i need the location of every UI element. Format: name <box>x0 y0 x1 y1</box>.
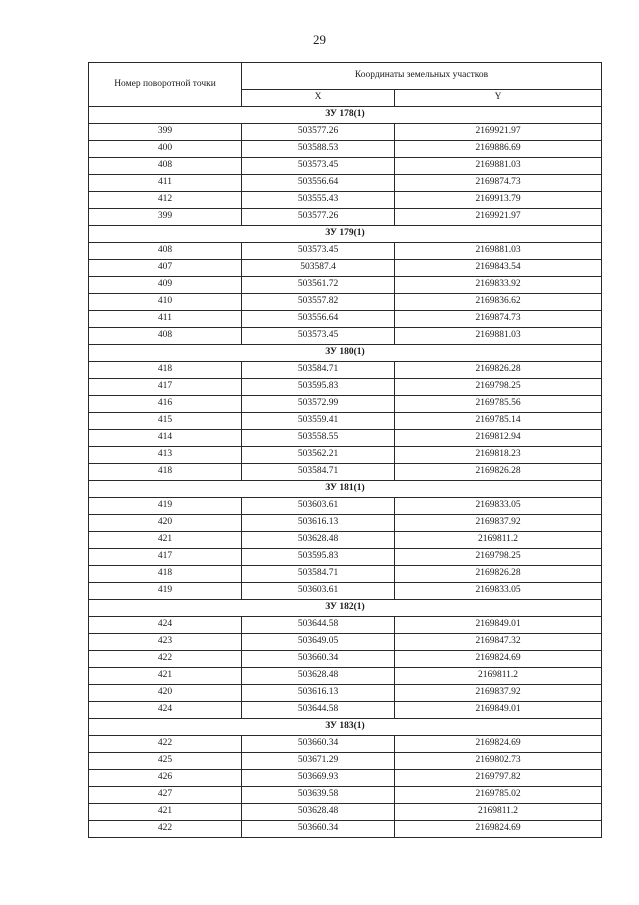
table-row <box>89 141 602 158</box>
x-coordinate-cell: 503644.58 <box>242 617 395 634</box>
section-header-row <box>89 481 602 498</box>
table-row <box>89 175 602 192</box>
y-coordinate-cell: 2169881.03 <box>395 158 602 175</box>
y-coordinate-cell: 2169824.69 <box>395 651 602 668</box>
table-row <box>89 396 602 413</box>
x-coordinate-cell: 503573.45 <box>242 158 395 175</box>
x-coordinate-cell: 503595.83 <box>242 379 395 396</box>
y-coordinate-cell: 2169837.92 <box>395 515 602 532</box>
section-title: ЗУ 183(1) <box>89 719 602 736</box>
table-row <box>89 685 602 702</box>
y-coordinate-cell: 2169811.2 <box>395 804 602 821</box>
x-coordinate-cell: 503644.58 <box>242 702 395 719</box>
y-coordinate-cell: 2169874.73 <box>395 311 602 328</box>
y-column-header: Y <box>395 90 602 107</box>
point-number-cell: 425 <box>89 753 242 770</box>
point-number-cell: 411 <box>89 175 242 192</box>
x-coordinate-cell: 503577.26 <box>242 209 395 226</box>
table-row <box>89 328 602 345</box>
section-header-row <box>89 719 602 736</box>
y-coordinate-cell: 2169921.97 <box>395 124 602 141</box>
table-row <box>89 583 602 600</box>
table-row <box>89 243 602 260</box>
point-number-cell: 421 <box>89 668 242 685</box>
point-number-cell: 427 <box>89 787 242 804</box>
table-row <box>89 702 602 719</box>
x-coordinate-cell: 503639.58 <box>242 787 395 804</box>
point-number-cell: 409 <box>89 277 242 294</box>
table-row <box>89 294 602 311</box>
y-coordinate-cell: 2169886.69 <box>395 141 602 158</box>
y-coordinate-cell: 2169798.25 <box>395 549 602 566</box>
y-coordinate-cell: 2169802.73 <box>395 753 602 770</box>
table-row <box>89 379 602 396</box>
point-number-cell: 399 <box>89 209 242 226</box>
point-number-cell: 419 <box>89 583 242 600</box>
y-coordinate-cell: 2169824.69 <box>395 736 602 753</box>
table-row <box>89 447 602 464</box>
section-title: ЗУ 178(1) <box>89 107 602 124</box>
point-number-cell: 418 <box>89 362 242 379</box>
x-coordinate-cell: 503573.45 <box>242 328 395 345</box>
y-coordinate-cell: 2169824.69 <box>395 821 602 838</box>
point-number-cell: 407 <box>89 260 242 277</box>
point-number-cell: 411 <box>89 311 242 328</box>
y-coordinate-cell: 2169785.02 <box>395 787 602 804</box>
y-coordinate-cell: 2169913.79 <box>395 192 602 209</box>
table-row <box>89 124 602 141</box>
page-number: 29 <box>313 32 326 47</box>
point-number-cell: 415 <box>89 413 242 430</box>
y-coordinate-cell: 2169836.62 <box>395 294 602 311</box>
point-number-cell: 418 <box>89 566 242 583</box>
x-coordinate-cell: 503628.48 <box>242 804 395 821</box>
x-coordinate-cell: 503671.29 <box>242 753 395 770</box>
x-coordinate-cell: 503628.48 <box>242 668 395 685</box>
section-title: ЗУ 181(1) <box>89 481 602 498</box>
x-coordinate-cell: 503584.71 <box>242 362 395 379</box>
y-coordinate-cell: 2169798.25 <box>395 379 602 396</box>
y-coordinate-cell: 2169847.32 <box>395 634 602 651</box>
point-number-cell: 422 <box>89 821 242 838</box>
x-coordinate-cell: 503561.72 <box>242 277 395 294</box>
point-number-cell: 423 <box>89 634 242 651</box>
x-coordinate-cell: 503595.83 <box>242 549 395 566</box>
y-coordinate-cell: 2169811.2 <box>395 668 602 685</box>
x-coordinate-cell: 503588.53 <box>242 141 395 158</box>
point-number-cell: 422 <box>89 651 242 668</box>
point-number-cell: 424 <box>89 702 242 719</box>
section-title: ЗУ 179(1) <box>89 226 602 243</box>
y-coordinate-cell: 2169843.54 <box>395 260 602 277</box>
x-coordinate-cell: 503573.45 <box>242 243 395 260</box>
x-coordinate-cell: 503555.43 <box>242 192 395 209</box>
point-number-cell: 421 <box>89 804 242 821</box>
section-header-row <box>89 107 602 124</box>
y-coordinate-cell: 2169785.14 <box>395 413 602 430</box>
x-coordinate-cell: 503577.26 <box>242 124 395 141</box>
x-coordinate-cell: 503660.34 <box>242 736 395 753</box>
y-coordinate-cell: 2169837.92 <box>395 685 602 702</box>
y-coordinate-cell: 2169833.05 <box>395 583 602 600</box>
table-header <box>89 63 602 107</box>
table-row <box>89 532 602 549</box>
coordinates-table <box>88 62 602 838</box>
point-number-cell: 417 <box>89 549 242 566</box>
section-title: ЗУ 180(1) <box>89 345 602 362</box>
table-row <box>89 668 602 685</box>
table-row <box>89 515 602 532</box>
x-coordinate-cell: 503669.93 <box>242 770 395 787</box>
y-coordinate-cell: 2169833.05 <box>395 498 602 515</box>
x-coordinate-cell: 503616.13 <box>242 685 395 702</box>
y-coordinate-cell: 2169849.01 <box>395 702 602 719</box>
y-coordinate-cell: 2169811.2 <box>395 532 602 549</box>
table-row <box>89 362 602 379</box>
point-number-cell: 399 <box>89 124 242 141</box>
coordinates-column-header: Координаты земельных участков <box>242 63 602 90</box>
x-coordinate-cell: 503556.64 <box>242 311 395 328</box>
table-row <box>89 549 602 566</box>
x-coordinate-cell: 503584.71 <box>242 566 395 583</box>
x-coordinate-cell: 503558.55 <box>242 430 395 447</box>
table-row <box>89 192 602 209</box>
point-number-cell: 408 <box>89 243 242 260</box>
point-number-cell: 414 <box>89 430 242 447</box>
table-row <box>89 413 602 430</box>
table-row <box>89 753 602 770</box>
table-row <box>89 787 602 804</box>
y-coordinate-cell: 2169849.01 <box>395 617 602 634</box>
table-row <box>89 634 602 651</box>
x-coordinate-cell: 503616.13 <box>242 515 395 532</box>
point-number-cell: 421 <box>89 532 242 549</box>
point-number-cell: 420 <box>89 685 242 702</box>
x-coordinate-cell: 503572.99 <box>242 396 395 413</box>
x-coordinate-cell: 503660.34 <box>242 821 395 838</box>
table-row <box>89 498 602 515</box>
x-coordinate-cell: 503603.61 <box>242 498 395 515</box>
table-body <box>89 107 602 838</box>
y-coordinate-cell: 2169785.56 <box>395 396 602 413</box>
x-coordinate-cell: 503584.71 <box>242 464 395 481</box>
point-number-cell: 400 <box>89 141 242 158</box>
point-number-cell: 416 <box>89 396 242 413</box>
y-coordinate-cell: 2169881.03 <box>395 328 602 345</box>
y-coordinate-cell: 2169921.97 <box>395 209 602 226</box>
point-number-cell: 410 <box>89 294 242 311</box>
point-number-cell: 418 <box>89 464 242 481</box>
section-header-row <box>89 226 602 243</box>
y-coordinate-cell: 2169818.23 <box>395 447 602 464</box>
point-number-cell: 422 <box>89 736 242 753</box>
y-coordinate-cell: 2169797.82 <box>395 770 602 787</box>
table-row <box>89 566 602 583</box>
point-number-cell: 408 <box>89 328 242 345</box>
x-coordinate-cell: 503559.41 <box>242 413 395 430</box>
table-row <box>89 158 602 175</box>
y-coordinate-cell: 2169833.92 <box>395 277 602 294</box>
point-column-header: Номер поворотной точки <box>89 63 242 107</box>
point-number-cell: 413 <box>89 447 242 464</box>
y-coordinate-cell: 2169881.03 <box>395 243 602 260</box>
y-coordinate-cell: 2169874.73 <box>395 175 602 192</box>
x-column-header: X <box>242 90 395 107</box>
x-coordinate-cell: 503556.64 <box>242 175 395 192</box>
section-header-row <box>89 600 602 617</box>
table-row <box>89 464 602 481</box>
x-coordinate-cell: 503557.82 <box>242 294 395 311</box>
x-coordinate-cell: 503587.4 <box>242 260 395 277</box>
table-row <box>89 430 602 447</box>
table-row <box>89 651 602 668</box>
table-row <box>89 209 602 226</box>
point-number-cell: 424 <box>89 617 242 634</box>
x-coordinate-cell: 503603.61 <box>242 583 395 600</box>
point-number-cell: 426 <box>89 770 242 787</box>
y-coordinate-cell: 2169812.94 <box>395 430 602 447</box>
x-coordinate-cell: 503628.48 <box>242 532 395 549</box>
x-coordinate-cell: 503562.21 <box>242 447 395 464</box>
table-row <box>89 804 602 821</box>
point-number-cell: 408 <box>89 158 242 175</box>
x-coordinate-cell: 503660.34 <box>242 651 395 668</box>
y-coordinate-cell: 2169826.28 <box>395 362 602 379</box>
table-row <box>89 260 602 277</box>
section-header-row <box>89 345 602 362</box>
section-title: ЗУ 182(1) <box>89 600 602 617</box>
table-row <box>89 736 602 753</box>
table-row <box>89 617 602 634</box>
table-row <box>89 311 602 328</box>
y-coordinate-cell: 2169826.28 <box>395 464 602 481</box>
x-coordinate-cell: 503649.05 <box>242 634 395 651</box>
table-row <box>89 277 602 294</box>
point-number-cell: 412 <box>89 192 242 209</box>
point-number-cell: 420 <box>89 515 242 532</box>
y-coordinate-cell: 2169826.28 <box>395 566 602 583</box>
table-row <box>89 770 602 787</box>
table-row <box>89 821 602 838</box>
point-number-cell: 419 <box>89 498 242 515</box>
point-number-cell: 417 <box>89 379 242 396</box>
